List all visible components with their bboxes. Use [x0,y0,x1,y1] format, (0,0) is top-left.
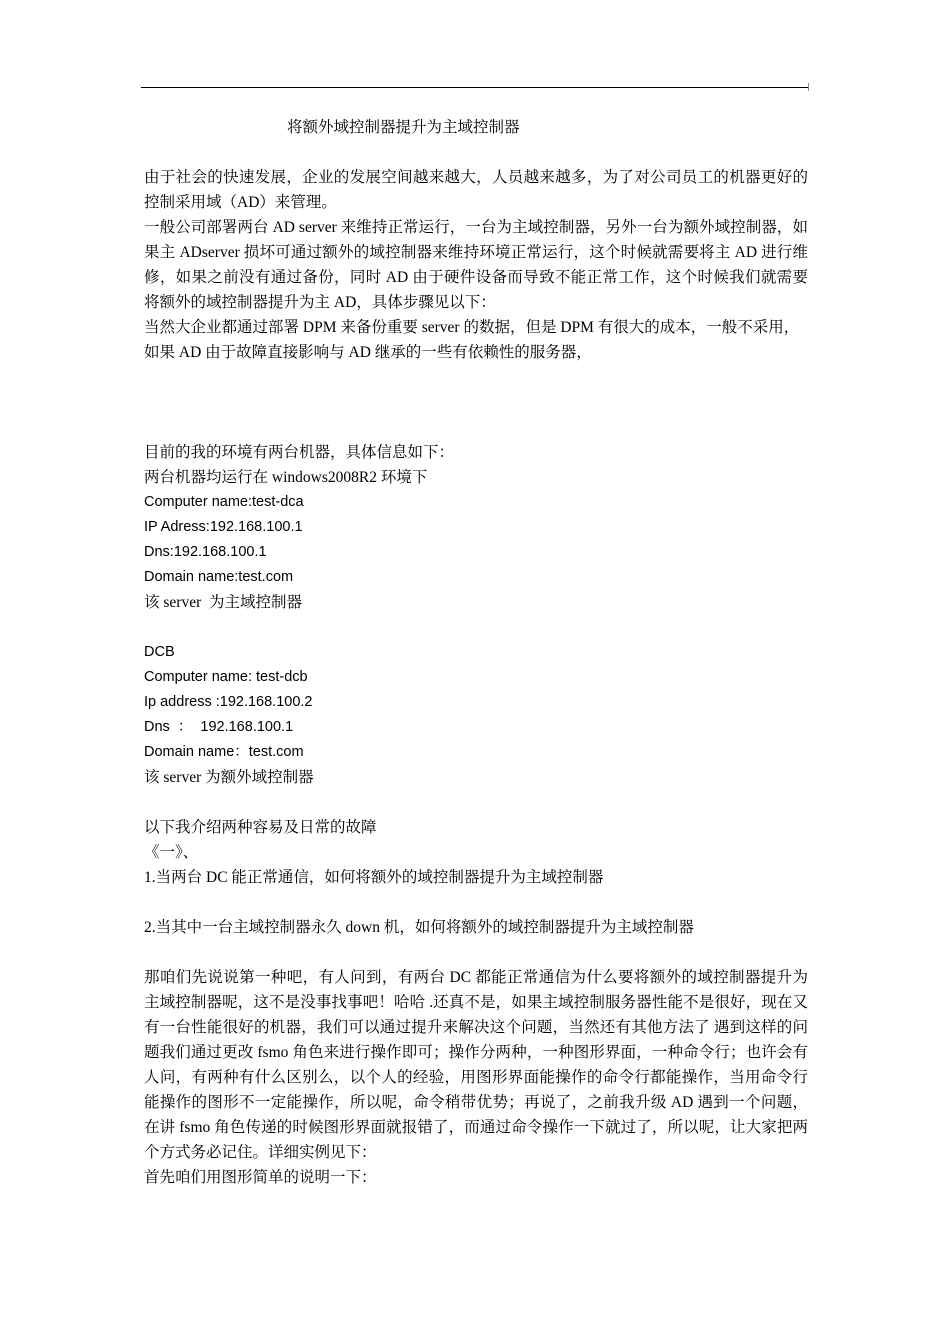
spacer [144,790,808,815]
intro-paragraph-1: 由于社会的快速发展，企业的发展空间越来越大，人员越来越多，为了对公司员工的机器更好的控制采用域（AD）来管理。 [144,169,808,211]
case-1-heading: 1.当两台 DC 能正常通信，如何将额外的域控制器提升为主域控制器 [144,869,604,886]
intro-paragraph-2: 一般公司部署两台 AD server 来维持正常运行，一台为主域控制器，另外一台为额外域控制器，如果主 ADserver 损坏可通过额外的域控制器来维持环境正常运行，这个时候就需要将主 AD 进行维修，如果之前没有通过备份，同时 AD 由于硬件设备而导致不能正常工作，这个时候我们就需要将额外的域控制器提升为主 AD，具体步骤见以下： [144,219,808,311]
header-rule [141,87,809,88]
document-title: 将额外域控制器提升为主域控制器 [287,119,520,136]
case-2-heading: 2.当其中一台主域控制器永久 down 机，如何将额外的域控制器提升为主域控制器 [144,919,694,936]
dcb-ip-address: Ip address :192.168.100.2 [144,694,313,710]
header-rule-corner-mark [808,83,809,91]
intro-paragraph-4: 如果 AD 由于故障直接影响与 AD 继承的一些有依赖性的服务器， [144,344,592,361]
faults-intro: 以下我介绍两种容易及日常的故障 [144,819,377,836]
intro-paragraph-3: 当然大企业都通过部署 DPM 来备份重要 server 的数据，但是 DPM 有很大的成本，一般不采用， [144,319,800,336]
discussion-paragraph: 那咱们先说说第一种吧，有人问到，有两台 DC 都能正常通信为什么要将额外的域控制器提升为主域控制器呢，这不是没事找事吧！哈哈 .还真不是，如果主域控制服务器性能不是很好，现在又有一台性能很好的机器，我们可以通过提升来解决这个问题，当然还有其他方法了 遇到这样的问题我们通过更改 fsmo 角色来进行操作即可；操作分两种，一种图形界面，一种命令行；也许会有人问，有两种有什么区别么，以个人的经验，用图形界面能操作的命令行都能操作，当用命令行能操作的图形不一定能操作，所以呢，命令稍带优势；再说了，之前我升级 AD 遇到一个问题，在讲 fsmo 角色传递的时候图形界面就报错了，而通过命令操作一下就过了，所以呢，让大家把两个方式务必记住。详细实例见下： [144,969,808,1161]
document-body [144,165,808,1190]
dcb-dns: Dns ： 192.168.100.1 [144,719,294,735]
spacer [144,940,808,965]
closing-line: 首先咱们用图形简单的说明一下： [144,1169,377,1186]
spacer [144,365,808,440]
dcb-label: DCB [144,644,175,660]
dcb-info-block [144,640,808,790]
environment-os: 两台机器均运行在 windows2008R2 环境下 [144,469,428,486]
dca-role: 该 server 为主域控制器 [144,594,302,611]
dca-ip-address: IP Adress:192.168.100.1 [144,519,303,535]
spacer [144,890,808,915]
dcb-role: 该 server 为额外域控制器 [144,769,314,786]
dcb-computer-name: Computer name: test-dcb [144,669,308,685]
dca-info-block [144,490,808,615]
environment-intro: 目前的我的环境有两台机器，具体信息如下： [144,444,455,461]
section-mark: 《一》、 [144,844,199,861]
dca-computer-name: Computer name:test-dca [144,494,304,510]
dcb-domain-name: Domain name：test.com [144,744,304,760]
spacer [144,615,808,640]
dca-domain-name: Domain name:test.com [144,569,294,585]
dca-dns: Dns:192.168.100.1 [144,544,267,560]
